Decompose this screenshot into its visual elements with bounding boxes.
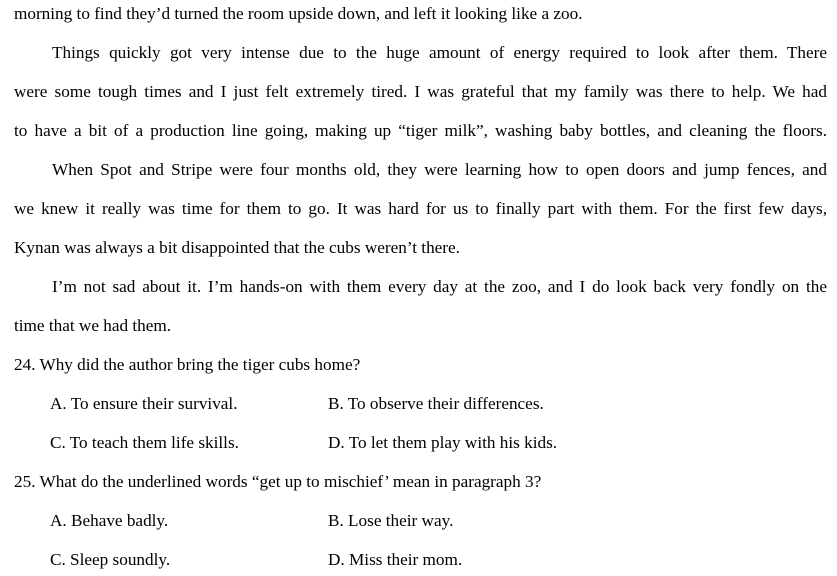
passage-line: to have a bit of a production line going, making up “tiger milk”, washing baby bottles, and cleaning the floors.	[14, 121, 827, 140]
question-24-option-c: C. To teach them life skills.	[50, 433, 239, 452]
question-24-option-b: B. To observe their differences.	[328, 394, 544, 413]
question-25-option-a: A. Behave badly.	[50, 511, 169, 530]
passage-line: When Spot and Stripe were four months old, they were learning how to open doors and jump fences, and	[52, 160, 827, 179]
passage-line: we knew it really was time for them to go. It was hard for us to finally part with them. For the first few days,	[14, 199, 827, 218]
question-25-option-d: D. Miss their mom.	[328, 550, 463, 569]
question-25-stem: 25. What do the underlined words “get up to mischief’ mean in paragraph 3?	[14, 472, 542, 491]
passage-line: time that we had them.	[14, 316, 172, 335]
passage-line: morning to find they’d turned the room upside down, and left it looking like a zoo.	[14, 4, 583, 23]
question-24-option-a: A. To ensure their survival.	[50, 394, 238, 413]
passage-line: Kynan was always a bit disappointed that the cubs weren’t there.	[14, 238, 460, 257]
passage-line: were some tough times and I just felt extremely tired. I was grateful that my family was there to help. We had	[14, 82, 827, 101]
question-24-stem: 24. Why did the author bring the tiger cubs home?	[14, 355, 361, 374]
passage-line: Things quickly got very intense due to the huge amount of energy required to look after them. There	[52, 43, 827, 62]
question-24-option-d: D. To let them play with his kids.	[328, 433, 558, 452]
question-25-option-b: B. Lose their way.	[328, 511, 454, 530]
question-25-option-c: C. Sleep soundly.	[50, 550, 171, 569]
passage-line: I’m not sad about it. I’m hands-on with them every day at the zoo, and I do look back very fondly on the	[52, 277, 827, 296]
